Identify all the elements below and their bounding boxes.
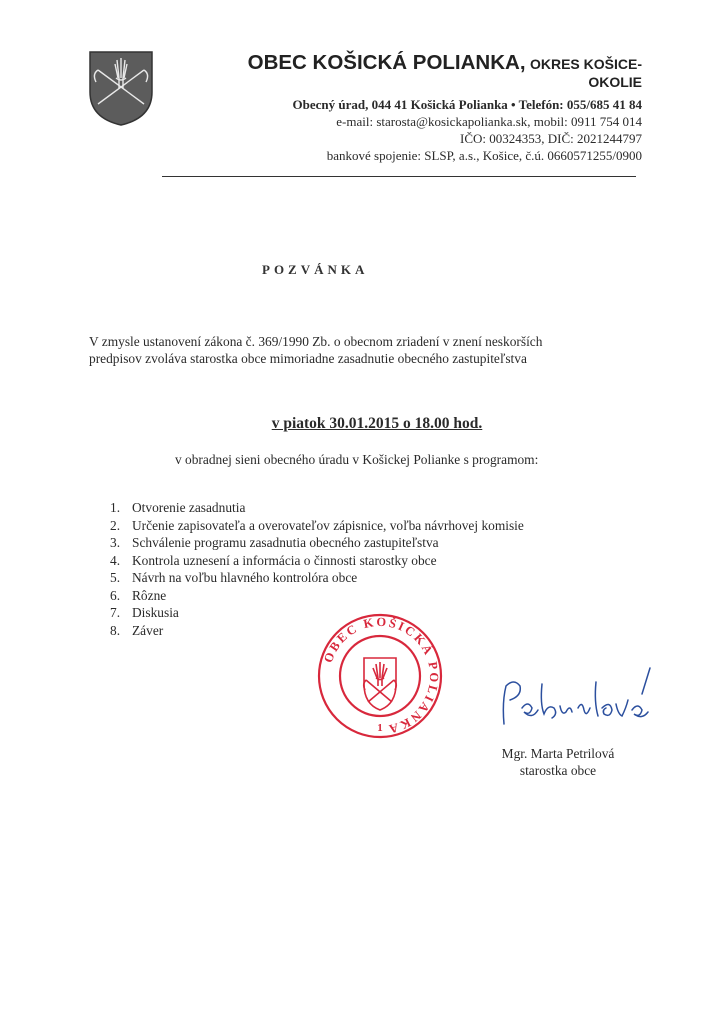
letterhead-title [210, 52, 642, 90]
office-address: Obecný úrad, 044 41 Košická Polianka • Telefón: 055/685 41 84 [292, 97, 642, 112]
signatory-block [478, 745, 638, 779]
agenda-item: 2. Určenie zapisovateľa a overovateľov zápisnice, voľba návrhovej komisie [110, 517, 524, 533]
intro-line: V zmysle ustanovení zákona č. 369/1990 Zb. o obecnom zriadení v znení neskorších [89, 334, 543, 349]
intro-line: predpisov zvoláva starostka obce mimoriadne zasadnutie obecného zastupiteľstva [89, 351, 527, 366]
header-divider [162, 176, 636, 177]
district-name-cont: OKOLIE [588, 73, 642, 90]
letterhead-contact [230, 96, 642, 164]
official-stamp [316, 612, 444, 740]
handwritten-signature [492, 664, 662, 734]
agenda-item: 3. Schválenie programu zasadnutia obecného zastupiteľstva [110, 535, 439, 550]
bank-details: bankové spojenie: SLSP, a.s., Košice, č.ú. 0660571255/0900 [326, 148, 642, 163]
municipality-name: OBEC KOŠICKÁ POLIANKA, [247, 51, 526, 74]
stamp-text: OBEC KOŠICKÁ POLIANKA [320, 614, 442, 737]
meeting-venue: v obradnej sieni obecného úradu v Košickej Polianke s programom: [175, 452, 539, 467]
agenda-item: 6. Rôzne [110, 587, 167, 603]
stamp-number: 1 [377, 722, 383, 734]
signatory-name: Mgr. Marta Petrilová [501, 746, 615, 761]
email-mobile: e-mail: starosta@kosickapolianka.sk, mobil: 0911 754 014 [336, 114, 642, 129]
agenda-item: 8. Záver [110, 622, 164, 638]
intro-paragraph [89, 333, 609, 367]
agenda-item: 1. Otvorenie zasadnutia [110, 500, 246, 515]
tax-ids: IČO: 00324353, DIČ: 2021244797 [460, 131, 642, 146]
district-name: OKRES KOŠICE- [529, 56, 642, 72]
document-title: POZVÁNKA [262, 262, 369, 277]
agenda-item: 5. Návrh na voľbu hlavného kontrolóra obce [110, 570, 358, 585]
agenda-item: 4. Kontrola uznesení a informácia o činnosti starostky obce [110, 552, 437, 568]
meeting-date: v piatok 30.01.2015 o 18.00 hod. [271, 415, 483, 432]
coat-of-arms-icon [86, 48, 156, 128]
agenda-item: 7. Diskusia [110, 605, 179, 620]
signatory-role: starostka obce [519, 763, 597, 778]
